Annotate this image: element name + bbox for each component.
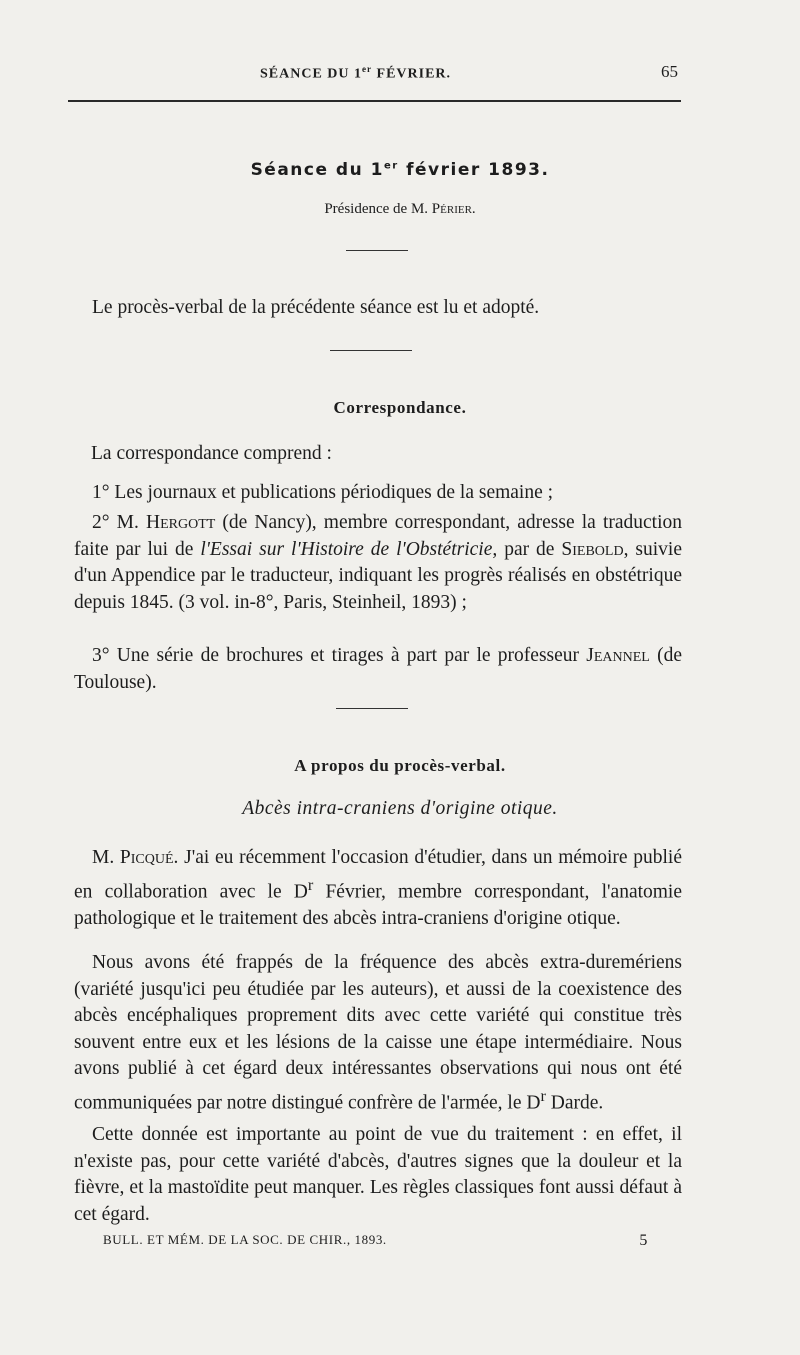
running-title-part: FÉVRIER. <box>372 66 452 82</box>
item2-text: 2° M. <box>92 512 146 533</box>
divider <box>336 708 408 709</box>
running-title <box>260 64 451 83</box>
item2-text: , suivie d'un Appendice par le traducteur, indiquant les progrès réalisés en obstétrique depuis 1845. (3 vol. in-8°, Paris, Steinheil, 1893) ; <box>74 538 682 613</box>
item2-text: par de <box>497 538 562 560</box>
paragraph-text: Darde. <box>545 1092 604 1113</box>
correspondance-intro: La correspondance comprend : <box>91 443 332 464</box>
book-title: l'Essai sur l'Histoire de l'Obstétricie, <box>200 538 498 560</box>
author-name: Hergott <box>146 512 216 533</box>
signature-mark: 5 <box>639 1232 648 1249</box>
paragraph-text: J'ai eu récemment l'occasion d'étudier, dans un mémoire publié en collaboration avec le D <box>74 847 682 902</box>
item3-text: 3° Une série de brochures et tirages à part par le professeur <box>92 645 587 666</box>
item3-text: (de Toulouse). <box>74 645 682 693</box>
running-title-part: SÉANCE DU 1 <box>260 66 363 82</box>
speaker-name: M. Picqué. <box>92 847 179 868</box>
correspondance-heading: Correspondance. <box>333 398 467 417</box>
session-title-sup: er <box>383 160 399 172</box>
divider <box>330 350 412 351</box>
author-name: Siebold <box>561 538 624 560</box>
paragraph-text: Février, membre correspondant, l'anatomie pathologique et le traitement des abcès intra-craniens d'origine otique. <box>74 881 683 929</box>
running-title-sup: er <box>362 64 373 74</box>
correspondance-item-2 <box>74 510 682 616</box>
author-name: Jeannel <box>586 645 650 666</box>
proces-verbal-heading: A propos du procès-verbal. <box>294 756 506 775</box>
page-footer <box>103 1232 648 1254</box>
picque-paragraph-3: Cette donnée est importante au point de vue du traitement : en effet, il n'existe pas, pour cette variété d'abcès, d'autres signes que la douleur et la fièvre, et la mastoïdite peut manquer. Les règles classiques font aussi défaut à cet égard. <box>74 1124 682 1225</box>
session-title-part: Séance du 1 <box>250 160 384 180</box>
session-title <box>0 160 800 180</box>
superscript: r <box>307 875 314 894</box>
running-head <box>68 62 680 84</box>
correspondance-item-1: 1° Les journaux et publications périodiques de la semaine ; <box>92 482 554 503</box>
correspondance-item-3 <box>74 643 682 696</box>
presidency-prefix: Présidence de M. <box>324 201 432 217</box>
picque-paragraph-1 <box>74 845 682 932</box>
superscript: r <box>540 1086 546 1105</box>
item2-text: (de Nancy), membre correspondant, adresse la traduction faite par lui de <box>74 512 682 560</box>
footer-text: BULL. ET MÉM. DE LA SOC. DE CHIR., 1893. <box>103 1232 387 1247</box>
session-title-part: février 1893. <box>398 160 550 180</box>
minutes-paragraph: Le procès-verbal de la précédente séance est lu et adopté. <box>92 297 540 318</box>
header-rule <box>68 100 681 102</box>
picque-paragraph-2 <box>74 950 682 1117</box>
proces-verbal-subheading: Abcès intra-craniens d'origine otique. <box>242 798 558 819</box>
page-number: 65 <box>661 62 678 81</box>
presidency-line <box>0 201 800 218</box>
divider <box>346 250 408 251</box>
paragraph-text: Nous avons été frappés de la fréquence des abcès extra-duremériens (variété jusqu'ici peu étudiée par les auteurs), et aussi de la coexistence des abcès encéphaliques proprement dits avec cette variété qui constitue très souvent entre eux et les lésions de la caisse une étape intermédiaire. Nous avons publié à cet égard deux intéressantes observations qui nous ont été communiquées par notre distingué confrère de l'armée, le D <box>74 952 682 1113</box>
president-name: Périer. <box>431 201 476 217</box>
